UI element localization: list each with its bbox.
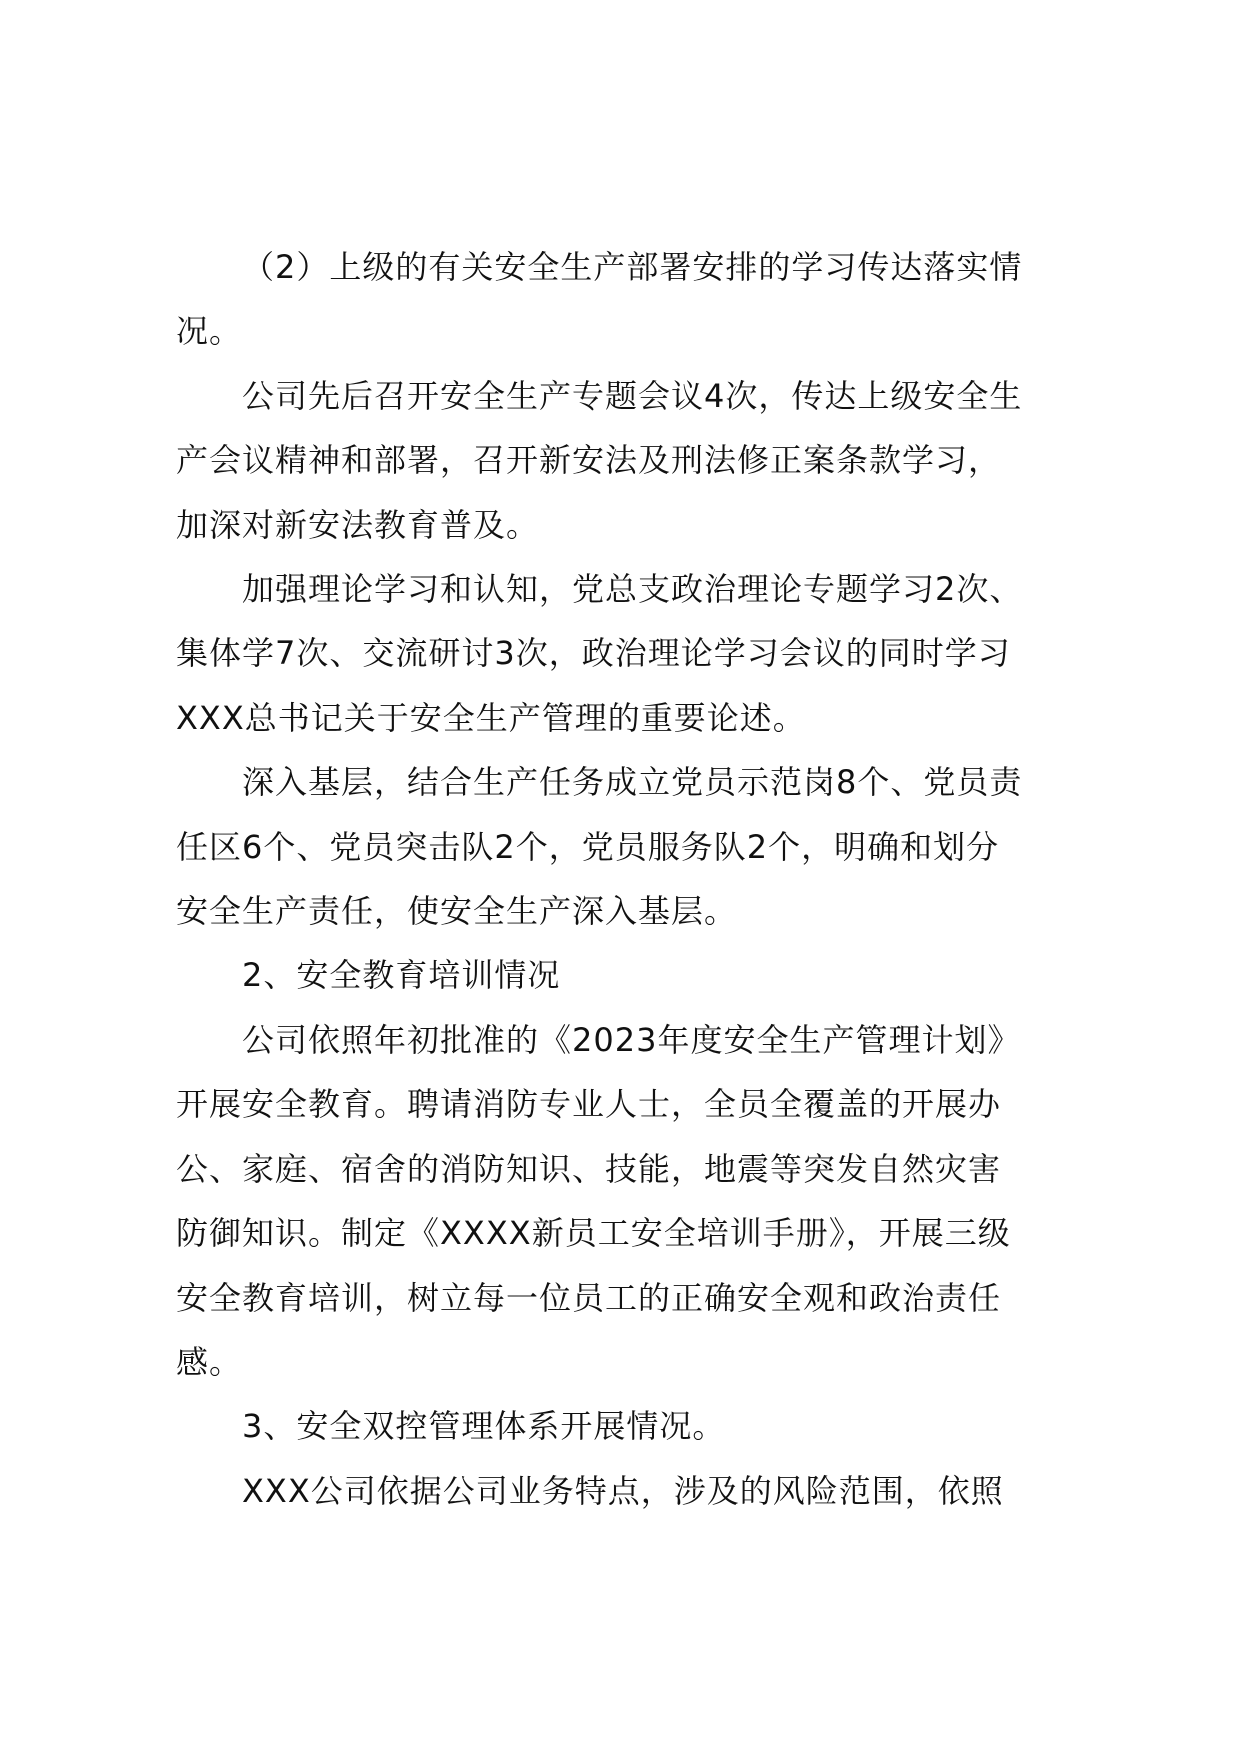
text-line: 公司依照年初批准的《2023年度安全生产管理计划》 [242, 1020, 1021, 1059]
text-line: XXX公司依据公司业务特点，涉及的风险范围，依照 [242, 1471, 1004, 1510]
text-line: 2、安全教育培训情况 [242, 956, 561, 995]
text-line: 况。 [176, 312, 243, 351]
text-line: 深入基层，结合生产任务成立党员示范岗8个、党员责 [242, 763, 1023, 802]
text-line: （2）上级的有关安全生产部署安排的学习传达落实情 [242, 248, 1023, 286]
text-line: 任区6个、党员突击队2个，党员服务队2个，明确和划分 [176, 827, 1000, 866]
paragraph-dual-control [176, 1459, 1116, 1523]
text-line: 加强理论学习和认知，党总支政治理论专题学习2次、 [242, 570, 1023, 609]
text-line: 公、家庭、宿舍的消防知识、技能，地震等突发自然灾害 [176, 1149, 1002, 1188]
paragraph-safety-meetings [176, 364, 1116, 557]
text-line: 产会议精神和部署，召开新安法及刑法修正案条款学习， [176, 441, 1002, 480]
text-line: 防御知识。制定《XXXX新员工安全培训手册》，开展三级 [176, 1214, 1011, 1253]
text-line: 开展安全教育。聘请消防专业人士，全员全覆盖的开展办 [176, 1085, 1002, 1124]
section-heading-dual-control [176, 1394, 1116, 1458]
text-line: 公司先后召开安全生产专题会议4次，传达上级安全生 [242, 376, 1023, 415]
paragraph-study-implementation [176, 235, 1116, 364]
text-line: 集体学7次、交流研讨3次，政治理论学习会议的同时学习 [176, 634, 1011, 673]
text-line: 3、安全双控管理体系开展情况。 [242, 1407, 726, 1446]
text-line: 感。 [176, 1342, 243, 1381]
paragraph-grassroots [176, 750, 1116, 943]
paragraph-safety-training [176, 1008, 1116, 1394]
text-line: 加深对新安法教育普及。 [176, 505, 540, 544]
paragraph-theory-study [176, 557, 1116, 750]
text-line: XXX总书记关于安全生产管理的重要论述。 [176, 698, 806, 737]
text-line: 安全教育培训，树立每一位员工的正确安全观和政治责任 [176, 1278, 1002, 1317]
document-body [176, 235, 1116, 1523]
text-line: 安全生产责任，使安全生产深入基层。 [176, 892, 738, 931]
section-heading-safety-training [176, 943, 1116, 1007]
